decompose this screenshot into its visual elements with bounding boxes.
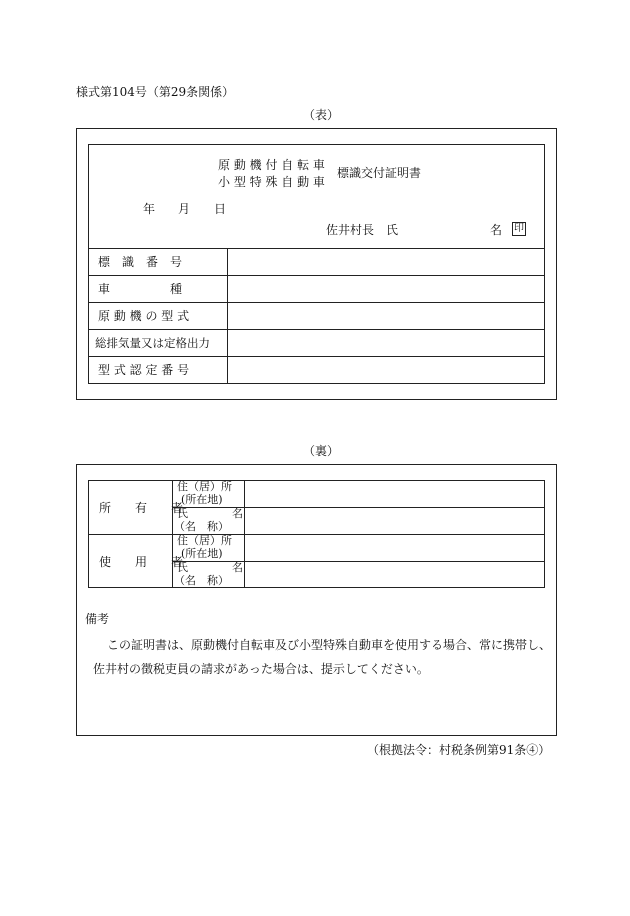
row-label-vehicle-type: 車 種 — [98, 282, 183, 296]
owner-address-sub: (所在地) — [181, 493, 223, 506]
user-label: 使 用 者 — [99, 555, 184, 569]
column-divider — [227, 248, 228, 384]
row-divider — [88, 329, 545, 330]
back-side-label: （裏） — [303, 444, 340, 458]
section-divider — [88, 534, 545, 535]
user-name-label: 氏 名 — [177, 561, 243, 574]
owner-label: 所 有 者 — [99, 501, 184, 515]
row-divider — [88, 302, 545, 303]
notes-line-1: この証明書は、原動機付自転車及び小型特殊自動車を使用する場合、常に携帯し、 — [107, 638, 552, 652]
user-address-sub: (所在地) — [181, 547, 223, 560]
row-label-engine-model: 原 動 機 の 型 式 — [98, 309, 190, 323]
row-divider — [88, 275, 545, 276]
title-line-moped — [218, 158, 336, 172]
title-suffix: 標識交付証明書 — [337, 166, 422, 180]
title-line1: 原 動 機 付 自 転 車 — [218, 158, 325, 172]
issuer-name: 佐井村長 氏 — [326, 223, 399, 237]
title-line2: 小 型 特 殊 自 動 車 — [218, 175, 325, 189]
row-divider — [88, 356, 545, 357]
row-label-displacement: 総排気量又は定格出力 — [95, 336, 210, 350]
front-side-label: （表） — [303, 108, 340, 122]
user-address-label: 住（居）所 — [177, 534, 232, 547]
column-divider — [172, 480, 173, 588]
row-label-plate-number: 標 識 番 号 — [98, 255, 183, 269]
notes-heading: 備考 — [85, 612, 110, 626]
owner-address-label: 住（居）所 — [177, 480, 232, 493]
table-top-border — [88, 248, 545, 249]
date-day: 日 — [214, 202, 227, 216]
user-name-sub: （名 称） — [174, 574, 229, 587]
row-label-type-approval: 型 式 認 定 番 号 — [98, 363, 190, 377]
title-line-special — [218, 175, 336, 189]
date-year: 年 — [143, 202, 156, 216]
legal-basis: （根拠法令：村税条例第91条④） — [367, 743, 551, 757]
form-number: 様式第104号（第29条関係） — [76, 85, 235, 99]
owner-name-label: 氏 名 — [177, 507, 243, 520]
column-divider — [244, 480, 245, 588]
seal-stamp-box: 印 — [514, 223, 524, 234]
issuer-name-label: 名 — [490, 223, 503, 237]
notes-line-2: 佐井村の徴税吏員の請求があった場合は、提示してください。 — [93, 662, 429, 676]
owner-name-sub: （名 称） — [174, 520, 229, 533]
date-month: 月 — [178, 202, 191, 216]
